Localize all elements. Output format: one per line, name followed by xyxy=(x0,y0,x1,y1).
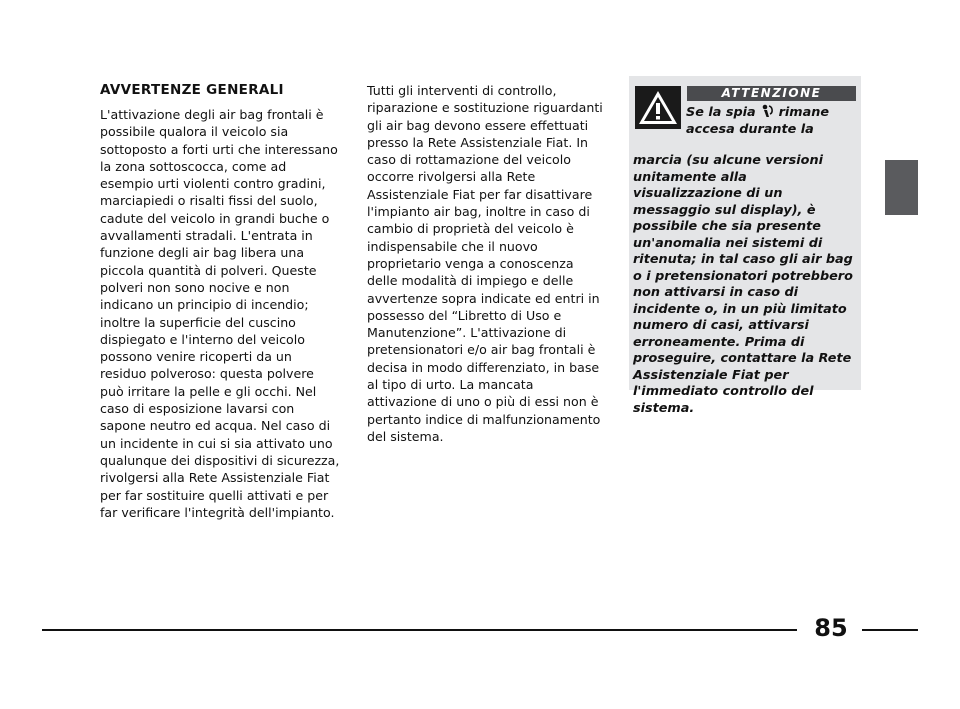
airbag-lamp-icon xyxy=(760,104,774,118)
section-side-tab xyxy=(885,160,918,215)
middle-body-text: Tutti gli interventi di controllo, riparazione e sostituzione riguardanti gli air bag devono essere effettuati presso la Rete Assistenziale Fiat. In caso di rottamazione del veicolo occorre rivolgersi alla Rete Assistenziale Fiat per far disattivare l'impianto air bag, inoltre in caso di cambio di proprietà del veicolo è indispensabile che il nuovo proprietario venga a conoscenza delle modalità di impiego e delle avvertenze sopra indicate ed entri in possesso del “Libretto di Uso e Manutenzione”. L'attivazione di pretensionatori e/o air bag frontali è decisa in modo differenziato, in base al tipo di urto. La mancata attivazione di uno o più di essi non è pertanto indice di malfunzionamento del sistema. xyxy=(367,83,603,444)
page-number: 85 xyxy=(814,614,848,642)
section-heading: AVVERTENZE GENERALI xyxy=(100,82,284,98)
middle-column xyxy=(367,82,603,445)
warning-text-rest: marcia (su alcune versioni unitamente alla visualizzazione di un messaggio sul display), è possibile che sia presente un'anomalia nei sistemi di ritenuta; in tal caso gli air bag o i pretensionatori potrebbero non attivarsi in caso di incidente o, in un più limitato numero di casi, attivarsi erroneamente. Prima di proseguire, contattare la Rete Assistenziale Fiat per l'immediato controllo del sistema. xyxy=(633,153,853,416)
warning-label: ATTENZIONE xyxy=(687,86,856,101)
footer-rule-right xyxy=(862,629,918,631)
left-body-text: L'attivazione degli air bag frontali è possibile qualora il veicolo sia sottoposto a forti urti che interessano la zona sottoscocca, come ad esempio urti violenti contro gradini, marciapiedi o risalti fissi del suolo, cadute del veicolo in grandi buche o avvallamenti stradali. L'entrata in funzione degli air bag libera una piccola quantità di polveri. Queste polveri non sono nocive e non indicano un principio di incendio; inoltre la superficie del cuscino dispiegato e l'interno del veicolo possono venire ricoperti da un residuo polveroso: questa polvere può irritare la pelle e gli occhi. Nel caso di esposizione lavarsi con sapone neutro ed acqua. Nel caso di un incidente in cui si sia attivato uno qualunque dei dispositivi di sicurezza, rivolgersi alla Rete Assistenziale Fiat per far sostituire quelli attivati e per far verificare l'integrità dell'impianto. xyxy=(100,107,340,520)
left-column xyxy=(100,82,340,521)
warning-triangle-icon xyxy=(635,86,681,129)
footer-rule-left xyxy=(42,629,797,631)
warning-text-first: Se la spia rimane accesa durante la xyxy=(686,105,830,137)
